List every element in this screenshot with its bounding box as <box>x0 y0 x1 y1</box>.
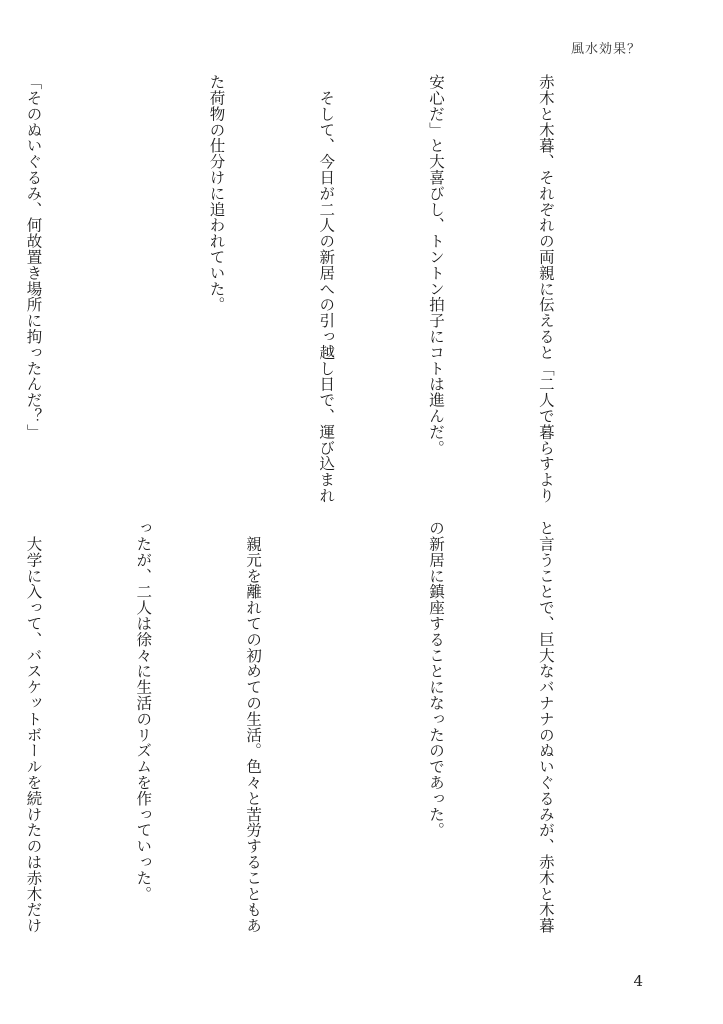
text-line: と言うことで、巨大なバナナのぬいぐるみが、赤木と木暮 <box>536 520 555 934</box>
text-line: 安心だ」と大喜びし、トントン拍子にコトは進んだ。 <box>427 74 446 456</box>
text-line: そして、今日が二人の新居への引っ越し日で、運び込まれ <box>317 74 336 504</box>
text-line: 「そのぬいぐるみ、何故置き場所に拘ったんだ？」 <box>24 74 43 440</box>
running-head: 風水効果？ <box>570 42 641 57</box>
text-line: た荷物の仕分けに追われていた。 <box>207 74 226 313</box>
page-number: 4 <box>633 972 643 990</box>
text-line: 赤木と木暮、それぞれの両親に伝えると「二人で暮らすより <box>536 74 555 504</box>
text-line: の新居に鎮座することになったのであった。 <box>427 520 446 838</box>
lower-text-block <box>24 520 637 950</box>
text-line: 大学に入って、バスケットボールを続けたのは赤木だけ <box>24 520 43 934</box>
text-line: ったが、二人は徐々に生活のリズムを作っていった。 <box>134 520 153 902</box>
text-line: 親元を離れての初めての生活。色々と苦労することもあ <box>244 520 263 934</box>
upper-text-block <box>24 74 637 514</box>
